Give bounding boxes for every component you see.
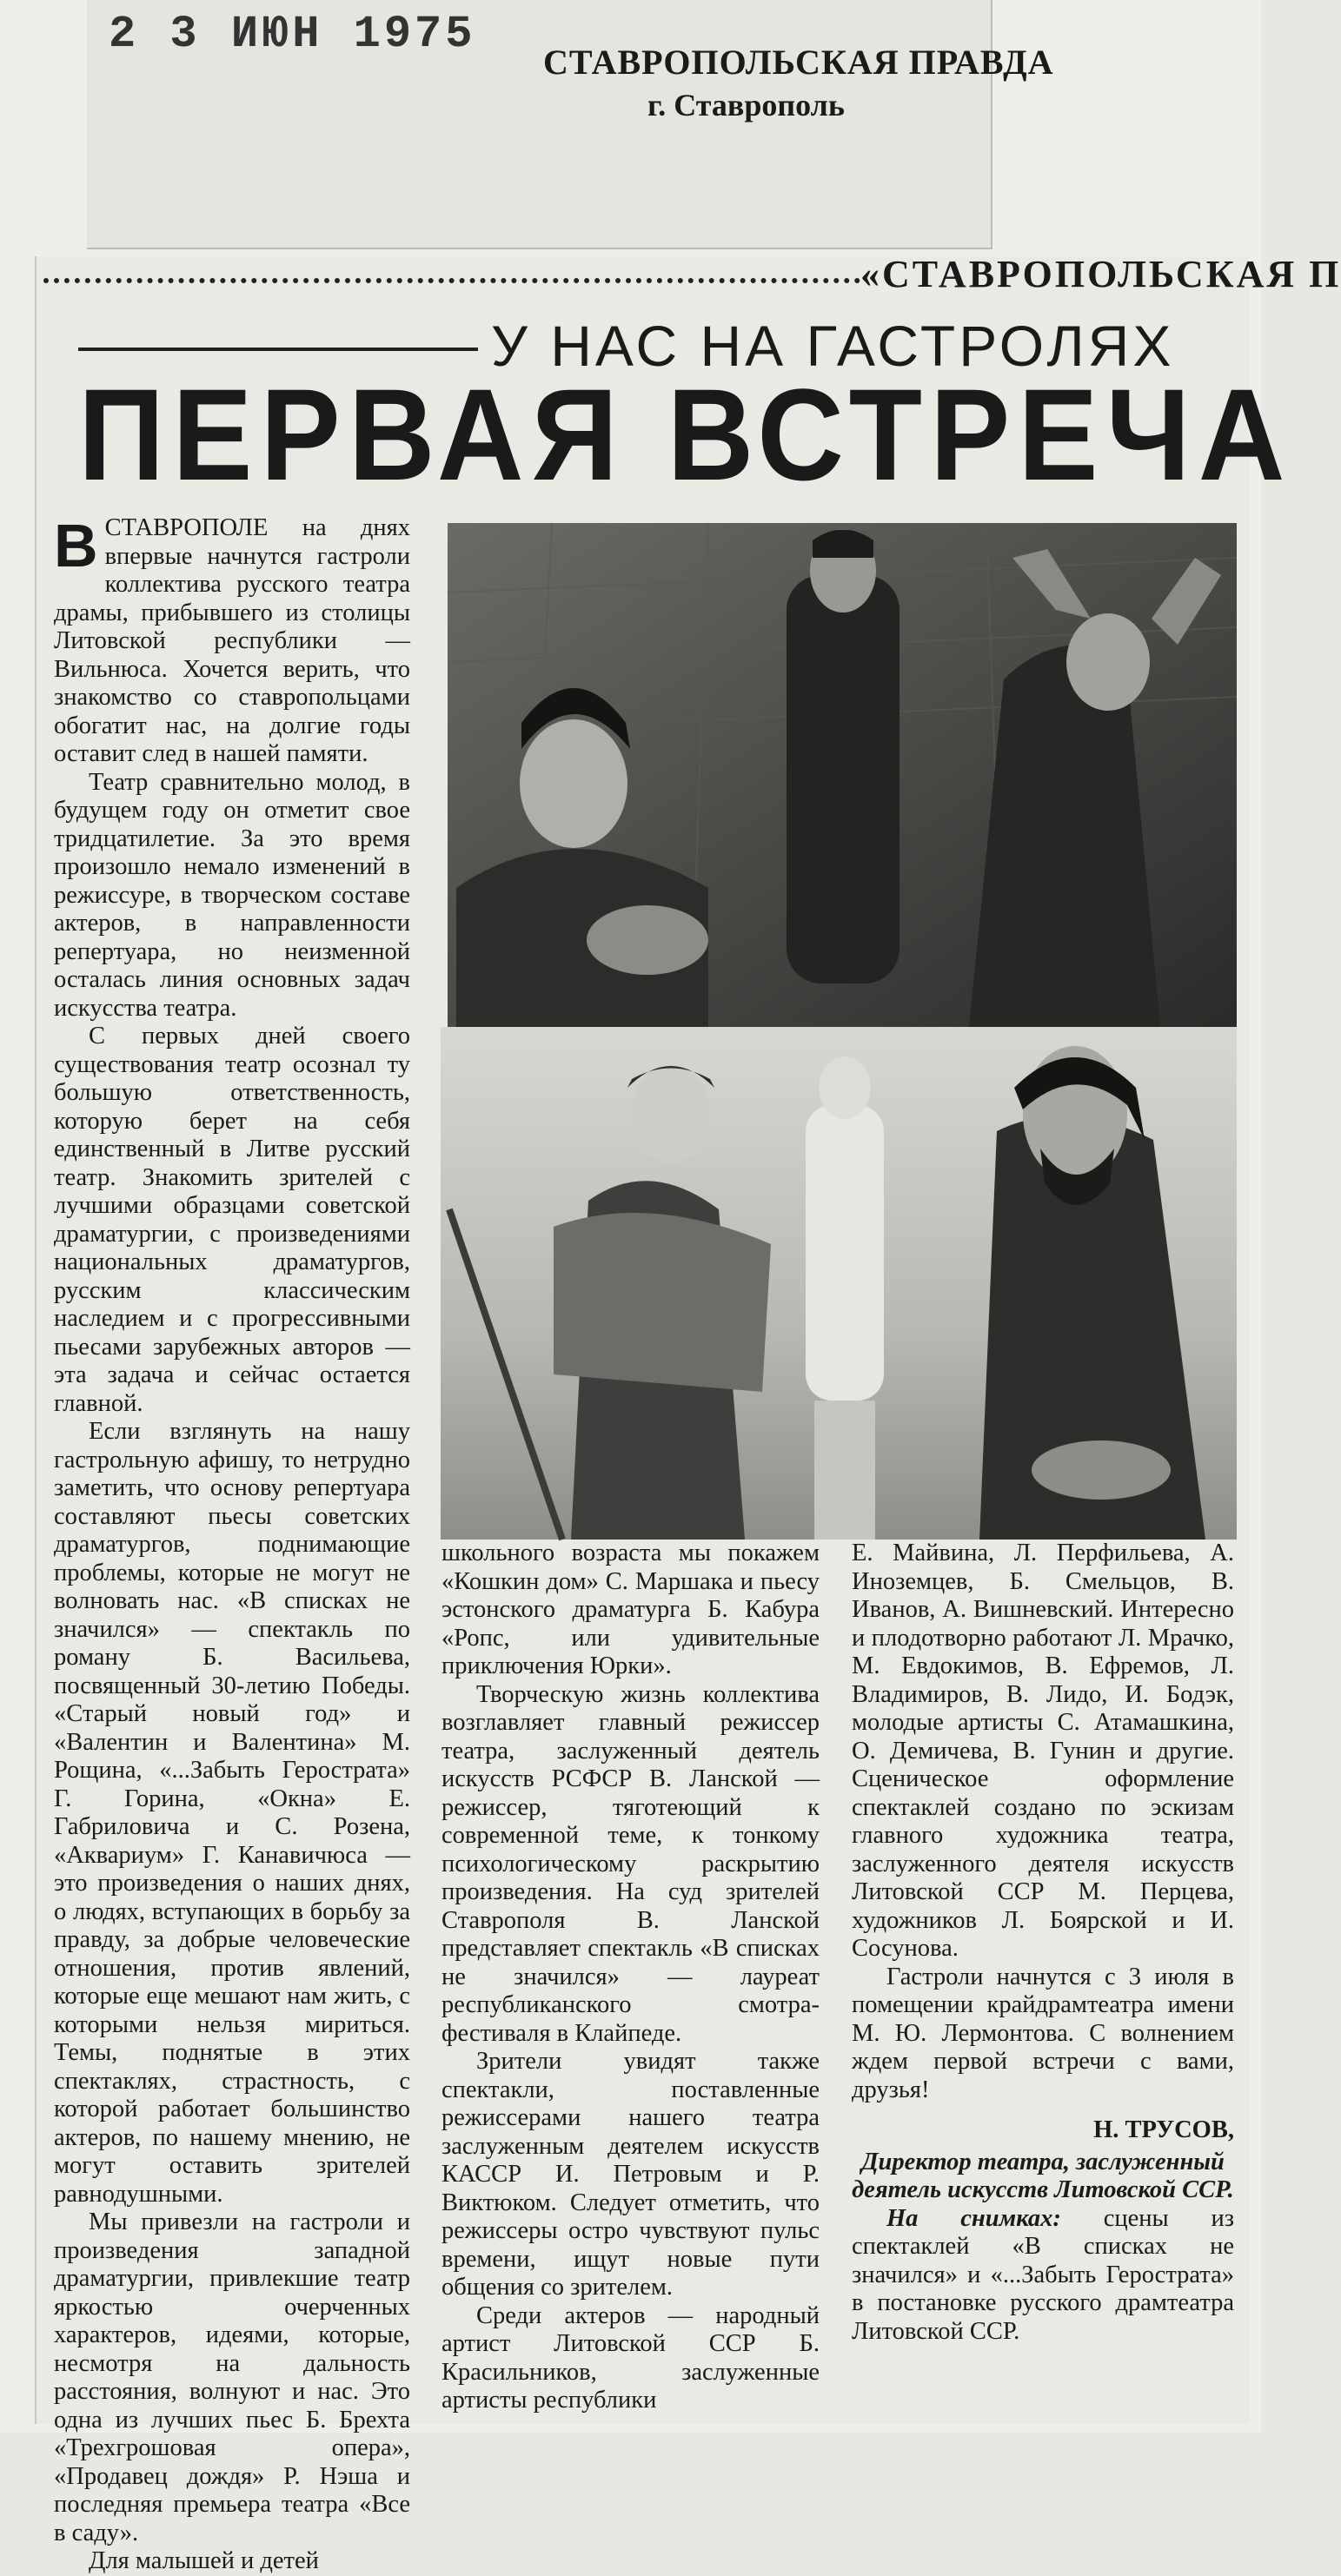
paragraph: Если взглянуть на нашу гастрольную афишу, то нетрудно заметить, что основу репертуара составляют пьесы советских драматургов, поднимающие проблемы, которые не могут не волновать нас. «В списках не значился» — спектакль по роману Б. Васильева, посвященный 30-летию Победы. «Старый новый год» и «Валентин и Валентина» М. Рощина, «...Забыть Герострата» Г. Горина, «Окна» Е. Габриловича и С. Розена, «Аквариум» Г. Канавичюса — это произведения о наших днях, о людях, вступающих в борьбу за правду, за добрые человеческие отношения, против явлений, которые еще мешают нам жить, с которыми нельзя мириться. Темы, поднятые в этих спектаклях, страстность, с которой работает большинство актеров, по нашему мнению, не могут оставить зрителей равнодушными. <box>54 1418 410 2208</box>
article-column-1 <box>54 512 410 2574</box>
paragraph <box>54 514 410 769</box>
paragraph: Творческую жизнь коллектива возглавляет главный режиссер театра, заслуженный деятель искусств РСФСР В. Ланской — режиссер, тяготеющий к современной теме, к тонкому психологическому раскрытию произведения. На суд зрителей Ставрополя В. Ланской представляет спектакль «В списках не значился» — лауреат республиканского смотра-фестиваля в Клайпеде. <box>441 1680 820 2047</box>
paragraph: Мы привезли на гастроли и произведения западной драматургии, привлекшие театр яркостью очерченных характеров, идеями, которые, несмотря на дальность расстояния, волнуют и нас. Это одна из лучших пьес Б. Брехта «Трехгрошовая опера», «Продавец дождя» Р. Нэша и последняя премьера театра «Все в саду». <box>54 2208 410 2546</box>
stage-photo-1 <box>448 523 1237 1027</box>
paragraph: школьного возраста мы покажем «Кошкин дом» С. Маршака и пьесу эстонского драматурга Б. Кабура «Ропс, или удивительные приключения Юрки». <box>441 1540 820 1679</box>
article-column-2 <box>441 1540 820 2426</box>
masthead: «СТАВРОПОЛЬСКАЯ П <box>860 253 1341 295</box>
source-city-stamp: г. Ставрополь <box>647 88 845 123</box>
stage-photo-1-image <box>448 523 1237 1027</box>
stage-photo-2-image <box>441 1027 1237 1540</box>
paragraph-text: СТАВРОПОЛЕ на днях впервые начнутся гастроли коллектива русского театра драмы, прибывшего из столицы Литовской республики — Вильнюса. Хочется верить, что знакомство со ставропольцами обогатит нас, на долгие годы оставит след в нашей памяти. <box>54 514 410 767</box>
article-column-3 <box>852 1540 1234 2426</box>
caption-text: сцены из спектаклей «В списках не значился» и «...Забыть Герострата» в постановке русского драмтеатра Литовской ССР. <box>852 2204 1234 2345</box>
paragraph: Гастроли начнутся с 3 июля в помещении крайдрамтеатра имени М. Ю. Лермонтова. С волнением ждем первой встречи с вами, друзья! <box>852 1963 1234 2103</box>
paragraph: Для малышей и детей <box>89 2547 319 2574</box>
paragraph: С первых дней своего существования театр осознал ту большую ответственность, которую берет на себя единственный в Литве русский театр. Знакомить зрителей с лучшими образцами советской драматургии, с произведениями национальных драматургов, русским классическим наследием и с прогрессивными пьесами зарубежных авторов — эта задача и сейчас остается главной. <box>54 1023 410 1417</box>
headline: ПЕРВАЯ ВСТРЕЧА <box>78 361 1293 507</box>
paragraph: Театр сравнительно молод, в будущем году он отметит свое тридцатилетие. За это время произошло немало изменений в режиссуре, в творческом составе актеров, в направленности репертуара, но неизменной осталась линия основных задач искусства театра. <box>54 768 410 1022</box>
author-signature: Н. ТРУСОВ, <box>1093 2116 1234 2143</box>
caption-label: На снимках: <box>886 2204 1061 2232</box>
source-newspaper-stamp: СТАВРОПОЛЬСКАЯ ПРАВДА <box>543 43 1054 82</box>
paragraph: Е. Майвина, Л. Перфильева, А. Иноземцев, Б. Смельцов, В. Иванов, А. Вишневский. Интересно и плодотворно работают Л. Мрачко, М. Евдокимов, В. Ефремов, Л. Владимиров, В. Лидо, И. Бодэк, молодые артисты С. Атамашкина, О. Демичева, В. Гунин и другие. Сценическое оформление спектаклей создано по эскизам главного художника театра, заслуженного деятеля искусств Литовской ССР М. Перцева, художников Л. Боярской и И. Сосунова. <box>852 1540 1234 1962</box>
masthead-rule <box>43 278 860 283</box>
rubric-rule <box>78 348 478 351</box>
paragraph: Зрители увидят также спектакли, поставленные режиссерами нашего театра заслуженным деятелем искусств КАССР И. Петровым и Р. Виктюком. Следует отметить, что режиссеры остро чувствуют пульс времени, ищут новые пути общения со зрителем. <box>441 2048 820 2301</box>
paragraph: Среди актеров — народный артист Литовской ССР Б. Красильников, заслуженные артисты республики <box>441 2301 820 2414</box>
drop-cap: В <box>54 512 98 579</box>
section-rubric: У НАС НА ГАСТРОЛЯХ <box>491 314 1175 378</box>
photo-caption <box>852 2205 1234 2347</box>
author-title: Директор театра, заслуженный деятель искусств Литовской ССР. <box>852 2148 1234 2203</box>
stage-photo-2 <box>441 1027 1237 1540</box>
date-stamp: 2 3 ИЮН 1975 <box>109 9 476 60</box>
